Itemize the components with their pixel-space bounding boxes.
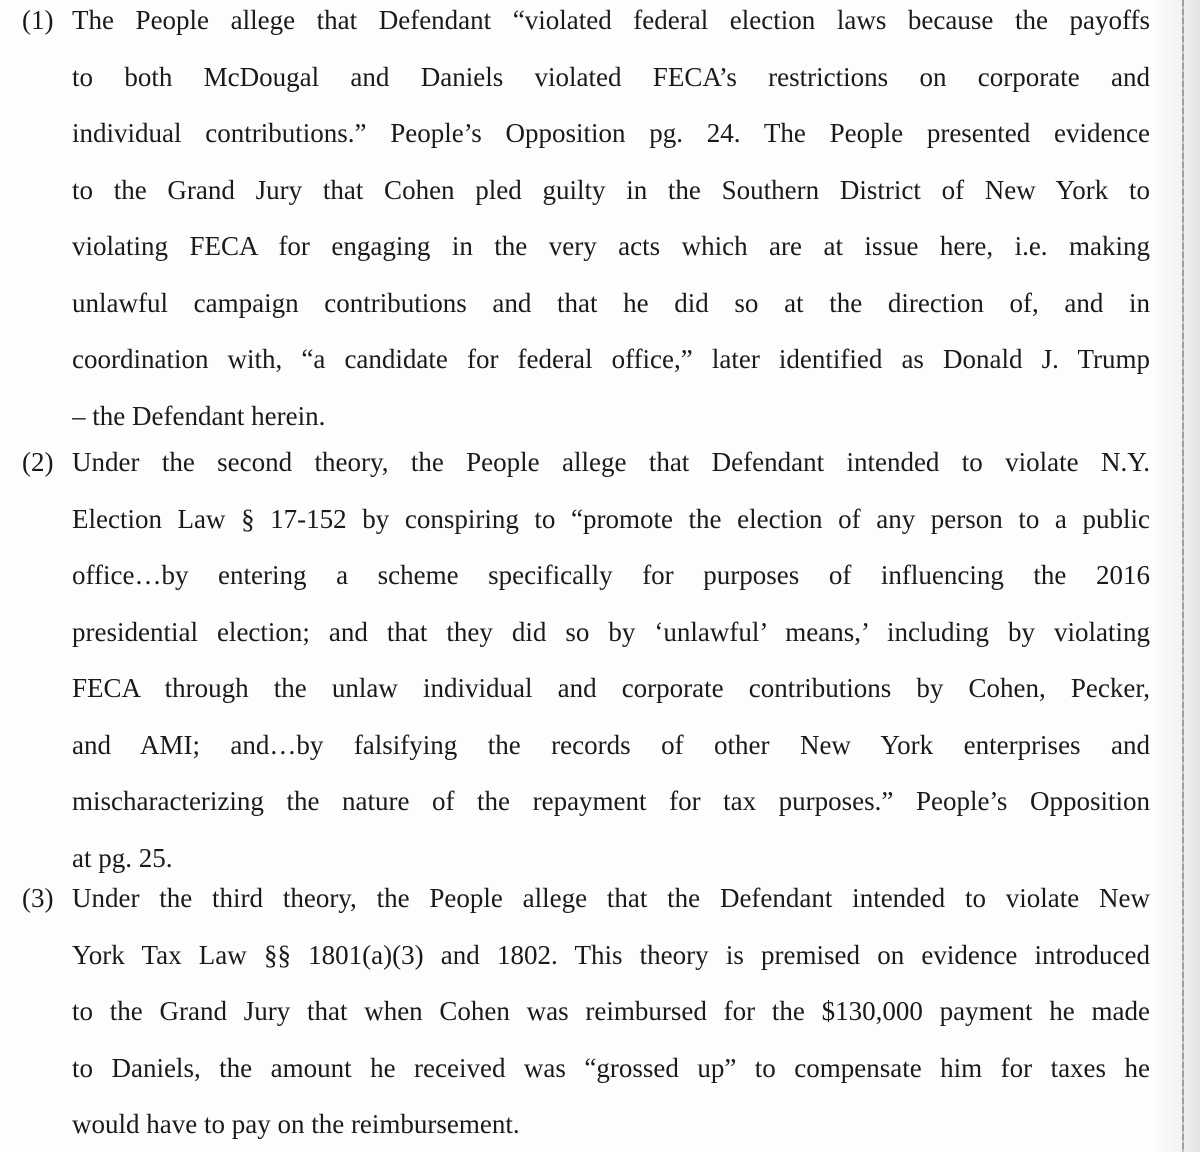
- paragraph-2: [22, 434, 1150, 886]
- text-line: Under the third theory, the People allege that the Defendant intended to violate New: [72, 883, 1150, 913]
- text-line: and AMI; and…by falsifying the records of other New York enterprises and: [72, 729, 1150, 760]
- paragraph-3: [22, 870, 1150, 1152]
- text-line: violating FECA for engaging in the very acts which are at issue here, i.e. making: [72, 231, 1150, 261]
- paragraph-number: (3): [22, 883, 54, 913]
- text-line: presidential election; and that they did so by ‘unlawful’ means,’ including by violating: [72, 616, 1150, 647]
- text-line: to Daniels, the amount he received was “grossed up” to compensate him for taxes he: [72, 1052, 1150, 1083]
- text-line: to both McDougal and Daniels violated FECA’s restrictions on corporate and: [72, 61, 1150, 92]
- text-line: to the Grand Jury that when Cohen was reimbursed for the $130,000 payment he made: [72, 996, 1150, 1026]
- text-line: York Tax Law §§ 1801(a)(3) and 1802. This theory is premised on evidence introduced: [72, 939, 1150, 970]
- text-line: Election Law § 17-152 by conspiring to “promote the election of any person to a public: [72, 503, 1150, 534]
- text-line: – the Defendant herein.: [72, 400, 326, 431]
- text-line: coordination with, “a candidate for federal office,” later identified as Donald J. Trump: [72, 344, 1150, 374]
- text-line: office…by entering a scheme specifically for purposes of influencing the 2016: [72, 560, 1150, 590]
- paragraph-number: (1): [22, 5, 54, 35]
- text-line: at pg. 25.: [72, 842, 173, 873]
- text-line: to the Grand Jury that Cohen pled guilty in the Southern District of New York to: [72, 174, 1150, 205]
- text-line: would have to pay on the reimbursement.: [72, 1109, 520, 1139]
- paragraph-number: (2): [22, 447, 54, 477]
- text-line: mischaracterizing the nature of the repayment for tax purposes.” People’s Opposition: [72, 786, 1150, 816]
- page-edge-rule: [1182, 0, 1184, 1152]
- text-line: The People allege that Defendant “violated federal election laws because the payoffs: [72, 5, 1150, 35]
- text-line: Under the second theory, the People allege that Defendant intended to violate N.Y.: [72, 447, 1150, 477]
- page-edge-shadow: [1150, 0, 1200, 1152]
- paragraph-1: [22, 0, 1150, 444]
- text-line: individual contributions.” People’s Opposition pg. 24. The People presented evidence: [72, 118, 1150, 148]
- text-line: FECA through the unlaw individual and corporate contributions by Cohen, Pecker,: [72, 673, 1150, 703]
- text-line: unlawful campaign contributions and that he did so at the direction of, and in: [72, 287, 1150, 318]
